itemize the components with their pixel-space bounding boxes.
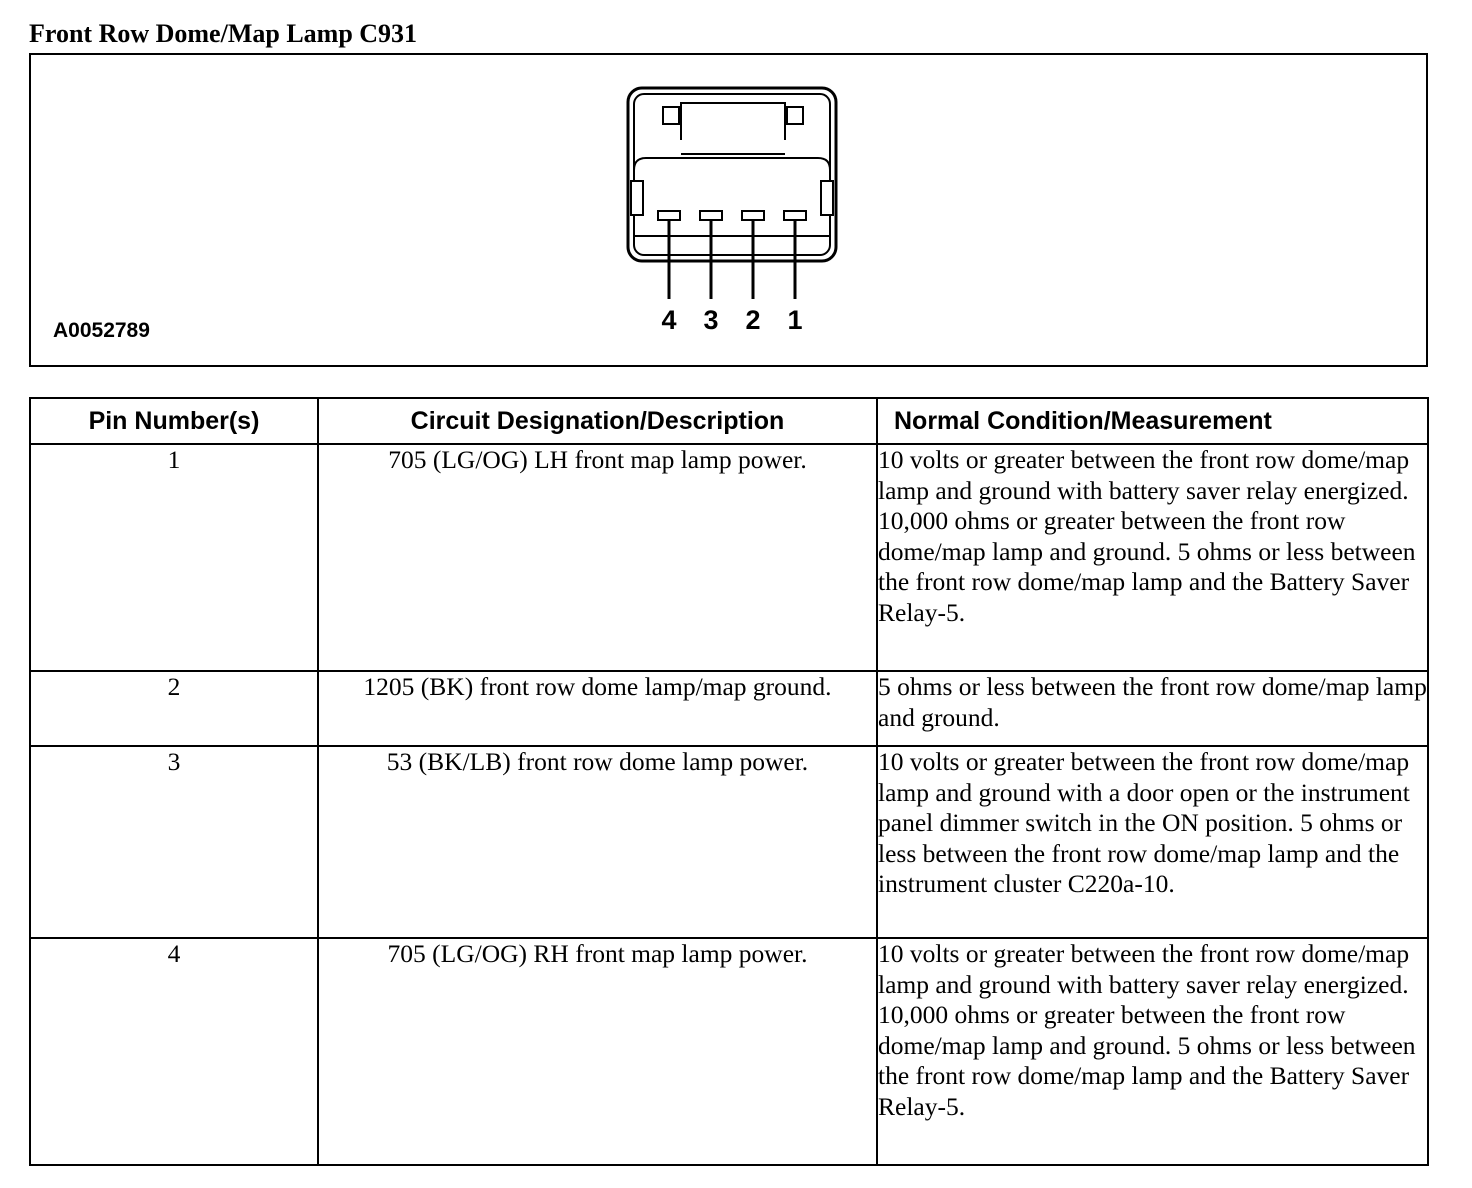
header-normal-condition: Normal Condition/Measurement xyxy=(877,398,1428,444)
condition-cell: 10 volts or greater between the front row dome/map lamp and ground with a door open or the instrument panel dimmer switch in the ON position. 5 ohms or less between the front row dome/map lamp and the instrument cluster C220a-10. xyxy=(877,746,1428,938)
pin-label-4: 4 xyxy=(661,305,677,335)
connector-diagram xyxy=(31,55,1426,365)
circuit-description-cell: 1205 (BK) front row dome lamp/map ground. xyxy=(318,671,877,746)
table-header-row xyxy=(30,398,1428,444)
condition-cell: 10 volts or greater between the front row dome/map lamp and ground with battery saver relay energized. 10,000 ohms or greater between the front row dome/map lamp and ground. 5 ohms or less between the front row dome/map lamp and the Battery Saver Relay-5. xyxy=(877,444,1428,671)
condition-cell: 10 volts or greater between the front row dome/map lamp and ground with battery saver relay energized. 10,000 ohms or greater between the front row dome/map lamp and ground. 5 ohms or less between the front row dome/map lamp and the Battery Saver Relay-5. xyxy=(877,938,1428,1165)
pin-label-2: 2 xyxy=(745,305,761,335)
side-key-right xyxy=(821,181,833,215)
pin-number-cell: 4 xyxy=(30,938,318,1165)
table-row xyxy=(30,746,1428,938)
condition-cell: 5 ohms or less between the front row dome/map lamp and ground. xyxy=(877,671,1428,746)
table-row xyxy=(30,938,1428,1165)
latch-notch-left xyxy=(663,107,679,124)
latch-notch-right xyxy=(787,107,803,124)
connector-figure xyxy=(29,53,1428,367)
table-row xyxy=(30,671,1428,746)
table-row xyxy=(30,444,1428,671)
side-key-left xyxy=(631,181,643,215)
connector-latch xyxy=(681,103,785,140)
pin-label-1: 1 xyxy=(787,305,803,335)
figure-id: A0052789 xyxy=(53,319,150,342)
connector-body-outline xyxy=(634,158,830,170)
header-pin-number: Pin Number(s) xyxy=(30,398,318,444)
page-title: Front Row Dome/Map Lamp C931 xyxy=(29,19,418,48)
pin-number-cell: 1 xyxy=(30,444,318,671)
circuit-description-cell: 705 (LG/OG) LH front map lamp power. xyxy=(318,444,877,671)
circuit-description-cell: 53 (BK/LB) front row dome lamp power. xyxy=(318,746,877,938)
pin-table xyxy=(29,397,1429,1166)
pin-label-3: 3 xyxy=(703,305,719,335)
pin-number-cell: 3 xyxy=(30,746,318,938)
pin-number-cell: 2 xyxy=(30,671,318,746)
header-circuit-description: Circuit Designation/Description xyxy=(318,398,877,444)
circuit-description-cell: 705 (LG/OG) RH front map lamp power. xyxy=(318,938,877,1165)
